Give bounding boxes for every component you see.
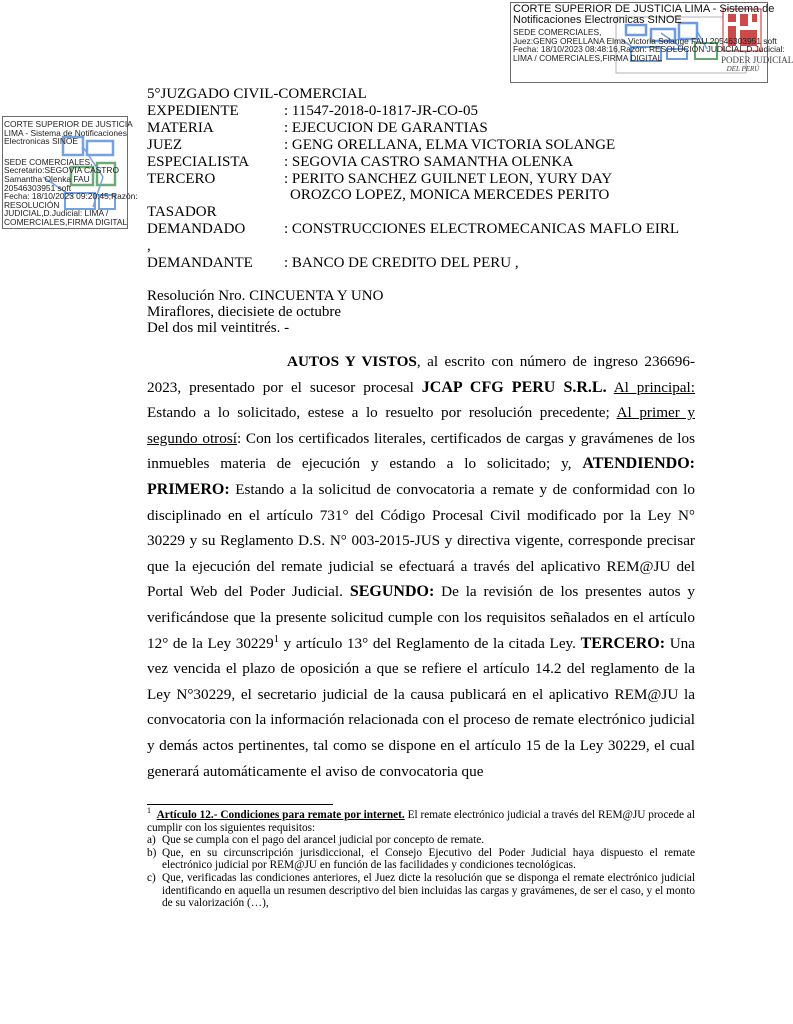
header-value: : GENG ORELLANA, ELMA VICTORIA SOLANGE	[284, 136, 616, 153]
header-value: : EJECUCION DE GARANTIAS	[284, 119, 488, 136]
header-row-tercero	[147, 171, 679, 188]
header-tasador: TASADOR	[147, 204, 217, 221]
body-text: : Con los certificados literales, certificados de cargas y gravámenes de los inmuebles materia de ejecución y estando a lo solicitado; y,	[147, 429, 695, 473]
footnote	[147, 806, 696, 910]
body-text: , al escrito con número de ingreso 236696-2023, presentado por el sucesor procesal	[147, 353, 695, 396]
atendiendo-heading: ATENDIENDO:	[582, 455, 695, 473]
header-label: MATERIA	[147, 119, 214, 136]
signature-stamp-secretary	[2, 116, 138, 229]
autos-heading: AUTOS Y VISTOS	[287, 353, 417, 370]
header-comma: ,	[147, 238, 151, 255]
header-label: EXPEDIENTE	[147, 102, 239, 119]
stamp-line: SEDE COMERCIALES,	[4, 156, 93, 167]
footnote-reference[interactable]: 1	[273, 633, 280, 645]
signature-stamp-judge	[510, 2, 793, 83]
body-text: De la revisión de los presentes autos y verificándose que la presente solicitud cumple con los requisitos señalados en el artículo 12° de la Ley 30229	[147, 583, 695, 652]
stamp-line: LIMA / COMERCIALES,FIRMA DIGITAL	[513, 52, 663, 63]
header-value: : BANCO DE CREDITO DEL PERU ,	[284, 255, 519, 272]
stamp-line: Fecha: 18/10/2023 09:20:45,Razón:	[4, 191, 138, 202]
segundo-heading: SEGUNDO:	[349, 583, 435, 601]
stamp-line: SEDE COMERCIALES,	[513, 27, 602, 37]
footnote-intro	[147, 806, 696, 834]
footnote-text: El remate electrónico judicial a través del REM@JU procede al cumplir con los siguientes requisitos:	[147, 809, 696, 834]
header-label: DEMANDADO	[147, 221, 246, 238]
header-value: : SEGOVIA CASTRO SAMANTHA OLENKA	[284, 153, 574, 170]
body-text: Estando a la solicitud de convocatoria a remate y de conformidad con lo disciplinado en el artículo 731° del Código Procesal Civil modificado por la Ley N° 30229 y su Reglamento D.S. N° 003-2015-JUS y directiva vigente, corresponde precisar que la ejecución del remate judicial se efectuará a través del aplicativo REM@JU del Portal Web del Poder Judicial.	[147, 480, 695, 601]
primero-heading: PRIMERO:	[147, 480, 230, 498]
stamp-line: 20546303951 soft	[4, 182, 72, 193]
header-label: TERCERO	[147, 170, 216, 187]
stamp-line: Juez:GENG ORELLANA Elma Victoria Solange FAU 20546303951 soft	[513, 35, 777, 46]
header-row-juez	[147, 137, 679, 154]
stamp-line: Samantha Olenka FAU	[4, 173, 90, 184]
header-value: : CONSTRUCCIONES ELECTROMECANICAS MAFLO EIRL	[284, 221, 680, 238]
stamp-line: Notificaciones Electronicas SINOE	[513, 13, 682, 26]
footnote-divider	[147, 804, 333, 805]
header-label: DEMANDANTE	[147, 255, 253, 272]
footnote-item-text: Que, en su circunscripción jurisdiccional, el Consejo Ejecutivo del Poder Judicial haya dispuesto el remate electrónico judicial por REM@JU en función de las facilidades y condiciones tecnológicas.	[162, 846, 695, 872]
stamp-line: Secretario:SEGOVIA CASTRO	[4, 165, 119, 176]
header-row-expediente	[147, 103, 679, 120]
footnote-item	[147, 872, 695, 910]
footnote-item-text: Que, verificadas las condiciones anteriores, el Juez dicte la resolución que se disponga el remate electrónico judicial identificando en aquella un resumen descriptivo del bien incluidas las cargas y gravámenes, de ser el caso, y el monto de su valorización (…),	[162, 871, 695, 910]
stamp-line: CORTE SUPERIOR DE JUSTICIA LIMA - Sistema de	[513, 3, 775, 15]
stamp-line: LIMA - Sistema de Notificaciones	[4, 127, 127, 138]
header-row-materia	[147, 120, 679, 137]
stamp-line: Fecha: 18/10/2023 08:48:16,Razón: RESOLUCIÓN JUDICIAL,D.Judicial:	[513, 44, 785, 55]
resolution-place-date: Miraflores, diecisiete de octubre	[147, 304, 342, 320]
body-text: y artículo 13° del Reglamento de la citada Ley.	[279, 634, 581, 652]
body-text: Una vez vencida el plazo de oposición a que se refiere el artículo 14.2 del reglamento de la Ley N°30229, el secretario judicial de la causa publicará en el aplicativo REM@JU la convocatoria con la información relacionada con el proceso de remate electrónico judicial y demás actos pertinentes, tal como se dispone en el artículo 15 de la Ley 30229, el cual generará automáticamente el aviso de convocatoria que	[147, 634, 696, 780]
tercero-heading: TERCERO:	[580, 634, 666, 652]
logo-text: PODER JUDICIAL	[721, 55, 793, 65]
stamp-line: RESOLUCIÓN	[4, 199, 60, 210]
footnote-number: 1	[147, 806, 151, 816]
footnote-item	[147, 847, 695, 872]
resolution-number: Resolución Nro. CINCUENTA Y UNO	[147, 288, 384, 304]
otrosi-label: Al primer y segundo otrosí	[147, 404, 696, 447]
header-tercero-continued: OROZCO LOPEZ, MONICA MERCEDES PERITO	[290, 187, 610, 204]
resolution-year: Del dos mil veintitrés. -	[147, 320, 290, 336]
footnote-item-marker: c)	[147, 871, 156, 884]
header-row-especialista	[147, 154, 679, 171]
header-row-demandado	[147, 221, 679, 238]
stamp-line: JUDICIAL,D.Judicial: LIMA /	[4, 208, 109, 219]
company-name: JCAP CFG PERU S.R.L.	[421, 378, 607, 396]
header-value: : PERITO SANCHEZ GUILNET LEON, YURY DAY	[284, 170, 613, 187]
header-value: : 11547-2018-0-1817-JR-CO-05	[284, 102, 479, 119]
body-text: Estando a lo solicitado, estese a lo resuelto por resolución precedente;	[147, 404, 617, 422]
header-row-demandante	[147, 255, 679, 272]
body-paragraph	[147, 349, 695, 784]
header-label: ESPECIALISTA	[147, 153, 250, 170]
footnote-item	[147, 834, 695, 847]
court-name: 5°JUZGADO CIVIL-COMERCIAL	[147, 86, 367, 102]
resolution-body	[147, 349, 695, 784]
case-header	[147, 86, 679, 272]
resolution-info	[147, 288, 383, 336]
body-text	[607, 379, 614, 396]
stamp-line: CORTE SUPERIOR DE JUSTICIA	[4, 119, 133, 129]
stamp-line: Electronicas SINOE	[4, 136, 79, 147]
footnote-item-text: Que se cumpla con el pago del arancel judicial por concepto de remate.	[162, 834, 485, 847]
header-label: JUEZ	[147, 136, 182, 153]
footnote-title: Artículo 12.- Condiciones para remate por internet.	[156, 809, 405, 821]
al-principal-label: Al principal:	[613, 378, 695, 396]
logo-text: DEL PERÚ	[726, 65, 760, 73]
footnote-item-marker: a)	[147, 834, 156, 847]
footnote-item-marker: b)	[147, 846, 157, 859]
stamp-line: COMERCIALES,FIRMA DIGITAL	[4, 216, 128, 227]
